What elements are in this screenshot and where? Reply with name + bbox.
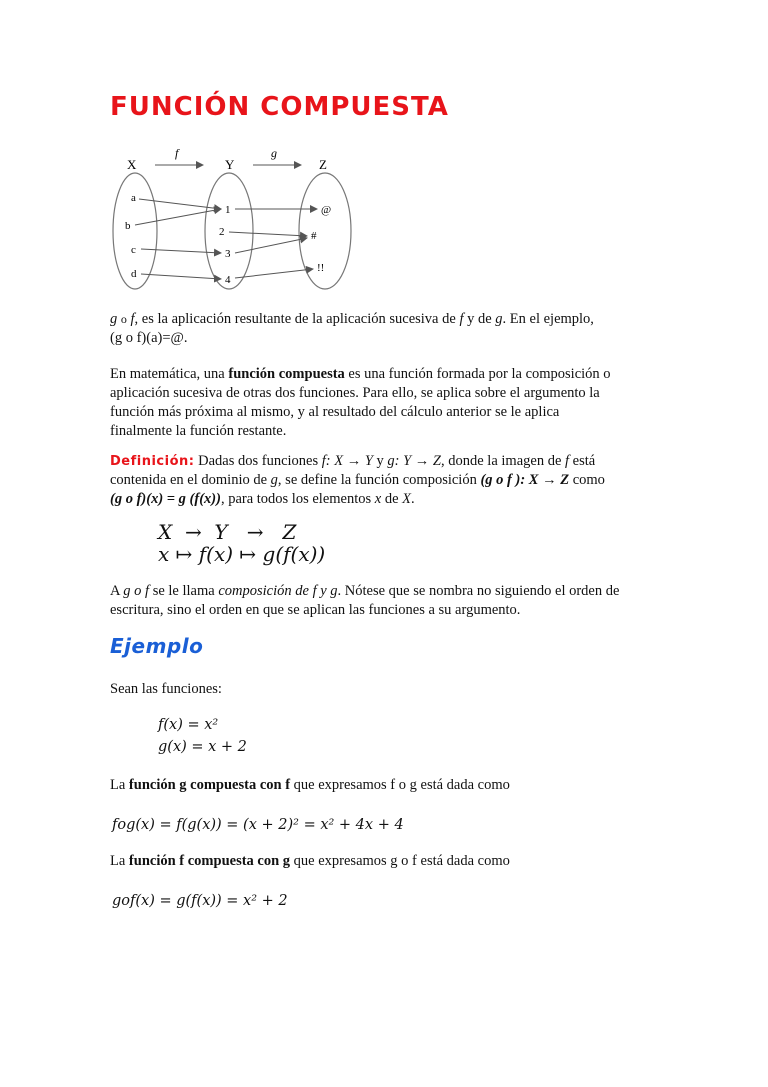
mapping-row-sets: X → Y → Z: [158, 520, 297, 544]
y-element-3: 3: [225, 248, 231, 260]
definition-label: Definición:: [110, 454, 195, 469]
set-label-y: Y: [225, 157, 235, 172]
set-z-ellipse: [299, 173, 351, 289]
y-element-4: 4: [225, 274, 231, 286]
z-element-hash: #: [311, 230, 317, 242]
gof-equation: gof(x) = g(f(x)) = x² + 2: [112, 893, 288, 909]
z-element-bang: !!: [317, 262, 325, 274]
equation-g: g(x) = x + 2: [158, 739, 247, 755]
fog-equation: fog(x) = f(g(x)) = (x + 2)² = x² + 4x + 4: [112, 817, 404, 833]
fog-sentence: La función g compuesta con f que expresamos f o g está dada como: [110, 777, 510, 793]
set-label-x: X: [127, 157, 137, 172]
map-b-1: [135, 209, 221, 225]
example-heading: Ejemplo: [110, 634, 204, 658]
set-y-ellipse: [205, 173, 253, 289]
composition-diagram: [105, 143, 365, 293]
map-2-hash: [229, 232, 307, 236]
paragraph-definition-gof: g o f, es la aplicación resultante de la aplicación sucesiva de f y de g. En el ejemplo, (g o f)(a)=@.: [110, 311, 594, 346]
page-title: FUNCIÓN COMPUESTA: [110, 92, 449, 122]
x-element-c: c: [131, 244, 136, 256]
gof-sentence: La función f compuesta con g que expresamos g o f está dada como: [110, 853, 510, 869]
function-label-g: g: [271, 146, 277, 160]
x-element-b: b: [125, 220, 131, 232]
definition-block: Definición: Dadas dos funciones f: X → Y y g: Y → Z, donde la imagen de f está contenida en el dominio de g, se define la función composición (g o f ): X → Z como (g o f)(x) = g (f(x)), para todos los elementos x de X.: [110, 453, 605, 507]
mapping-row-elements: x ↦ f(x) ↦ g(f(x)): [158, 542, 326, 566]
paragraph-matematica: En matemática, una función compuesta es una función formada por la composición o aplicación sucesiva de otras dos funciones. Para ello, se aplica sobre el argumento la función más próxima al mismo, y al resultado del cálculo anterior se le aplica finalmente la función restante.: [110, 366, 611, 439]
equation-f: f(x) = x²: [158, 717, 219, 733]
set-label-z: Z: [319, 157, 327, 172]
x-element-d: d: [131, 268, 137, 280]
sean-funciones: Sean las funciones:: [110, 681, 222, 697]
z-element-at: @: [321, 204, 332, 216]
y-element-1: 1: [225, 204, 231, 216]
map-3-hash: [235, 238, 307, 253]
map-d-4: [141, 274, 221, 279]
map-c-3: [141, 249, 221, 253]
x-element-a: a: [131, 192, 136, 204]
y-element-2: 2: [219, 226, 225, 238]
function-label-f: f: [175, 146, 179, 160]
paragraph-composicion: A g o f se le llama composición de f y g. Nótese que se nombra no siguiendo el orden de escritura, sino el orden en que se aplican las funciones a su argumento.: [110, 583, 620, 618]
